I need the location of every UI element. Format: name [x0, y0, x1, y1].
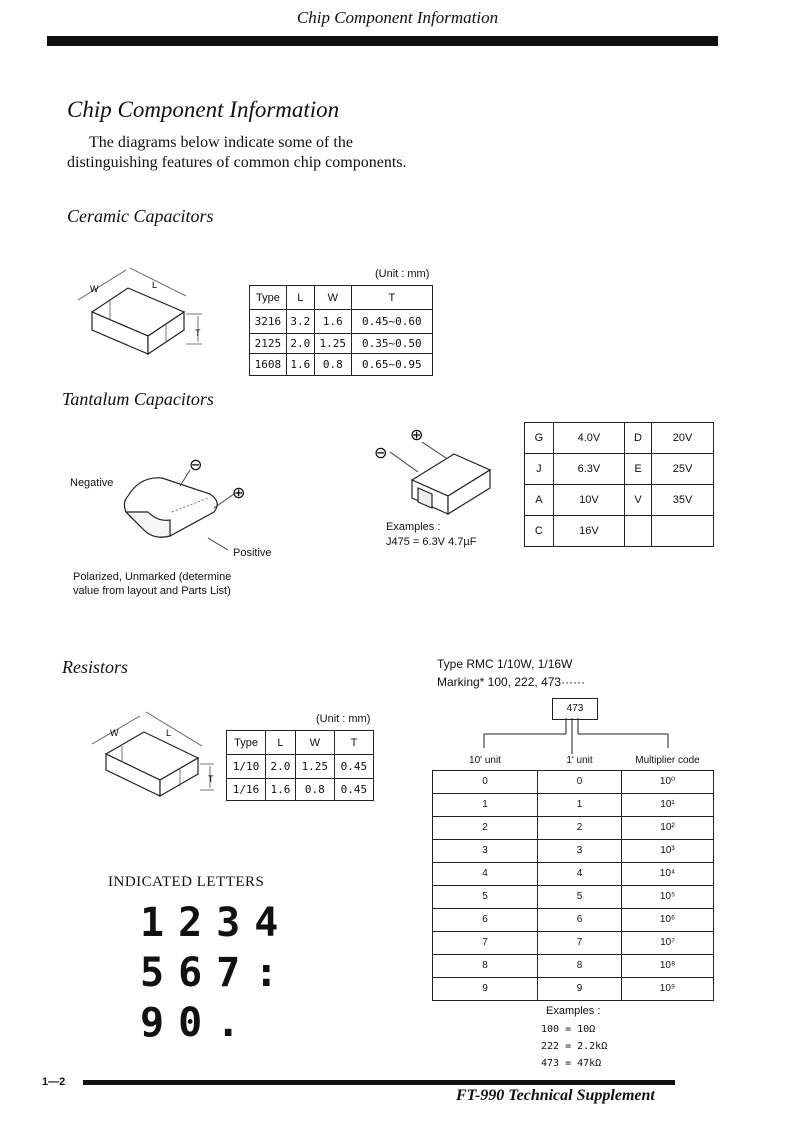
col-header: T [351, 286, 432, 310]
table-cell: 0.8 [295, 779, 334, 801]
resistor-chip-diagram [86, 708, 226, 804]
table-cell: V [625, 485, 652, 516]
table-cell: 7 [433, 931, 538, 954]
plus-symbol: ⊕ [410, 425, 424, 444]
table-cell: 10⁵ [622, 885, 714, 908]
tantalum-note: Polarized, Unmarked (determine value from layout and Parts List) [73, 571, 232, 597]
header-rule [47, 36, 718, 46]
table-cell: E [625, 454, 652, 485]
table-cell: 10² [622, 816, 714, 839]
resistor-code-table [432, 752, 714, 1001]
table-cell: 10⁴ [622, 862, 714, 885]
table-cell: 16V [553, 516, 624, 547]
table-cell: D [625, 423, 652, 454]
table-cell: 1.6 [286, 354, 314, 376]
dim-label-t: T [195, 328, 201, 338]
minus-symbol: ⊖ [189, 455, 203, 474]
tantalum-marked-diagram [370, 422, 500, 522]
table-cell: 0.45~0.60 [351, 310, 432, 334]
dim-label-t: T [208, 774, 214, 784]
page-number: 1—2 [42, 1076, 66, 1088]
table-cell: 8 [538, 954, 622, 977]
table-cell: 6.3V [553, 454, 624, 485]
table-cell: 4 [433, 862, 538, 885]
resistor-examples [541, 1021, 607, 1072]
table-cell: 4.0V [553, 423, 624, 454]
table-cell: C [525, 516, 554, 547]
table-cell: 0 [433, 770, 538, 793]
resistor-unit-note: (Unit : mm) [316, 713, 371, 725]
table-cell: 8 [433, 954, 538, 977]
footer-title: FT-990 Technical Supplement [456, 1087, 655, 1104]
negative-label: Negative [70, 477, 114, 489]
table-cell: 2.0 [266, 755, 296, 779]
table-cell: A [525, 485, 554, 516]
table-cell: 5 [433, 885, 538, 908]
resistors-heading: Resistors [62, 657, 129, 677]
table-cell: 1/10 [227, 755, 266, 779]
ceramic-unit-note: (Unit : mm) [375, 268, 430, 280]
tantalum-chip-diagram [110, 450, 270, 560]
table-cell: 0.65~0.95 [351, 354, 432, 376]
footer-rule [83, 1080, 675, 1085]
dim-label-w: W [110, 728, 119, 738]
minus-symbol: ⊖ [374, 443, 388, 462]
page-title: Chip Component Information [67, 97, 340, 122]
table-cell: 1.25 [295, 755, 334, 779]
table-cell: 2 [538, 816, 622, 839]
table-cell: 1.6 [266, 779, 296, 801]
table-cell: 10⁰ [622, 770, 714, 793]
ceramic-heading: Ceramic Capacitors [67, 206, 214, 226]
table-cell: 20V [651, 423, 713, 454]
table-cell: 35V [651, 485, 713, 516]
table-cell: 10⁸ [622, 954, 714, 977]
plus-symbol: ⊕ [232, 483, 246, 502]
marking-example-value: 473 [566, 703, 584, 714]
table-cell: 10¹ [622, 793, 714, 816]
example-line: 100 = 10Ω [541, 1024, 596, 1035]
ceramic-dimension-table [249, 285, 433, 376]
table-cell: 0.35~0.50 [351, 334, 432, 354]
indicated-letters-digits [140, 898, 292, 1048]
table-cell: 10³ [622, 839, 714, 862]
table-cell: 2 [433, 816, 538, 839]
col-header: 10' unit [469, 755, 501, 767]
table-cell: 1 [538, 793, 622, 816]
table-cell: 10V [553, 485, 624, 516]
table-cell: 2125 [250, 334, 287, 354]
table-cell: 5 [538, 885, 622, 908]
col-header: W [295, 731, 334, 755]
tantalum-heading: Tantalum Capacitors [62, 389, 214, 409]
table-cell: 1 [433, 793, 538, 816]
dim-label-l: L [166, 728, 172, 738]
table-cell: 10⁶ [622, 908, 714, 931]
table-cell: 1.6 [314, 310, 351, 334]
resistor-dimension-table [226, 730, 374, 801]
table-cell: 6 [433, 908, 538, 931]
table-cell: 6 [538, 908, 622, 931]
table-cell: 0.8 [314, 354, 351, 376]
col-header: Multiplier code [635, 755, 700, 767]
table-cell: 9 [433, 977, 538, 1000]
running-header-title: Chip Component Information [296, 8, 499, 27]
digit-row: 1234 [140, 900, 293, 946]
example-line: 473 = 47kΩ [541, 1058, 602, 1069]
indicated-letters-heading: INDICATED LETTERS [108, 874, 265, 890]
table-cell: 0.45 [334, 755, 373, 779]
table-cell: 7 [538, 931, 622, 954]
table-cell: 1/16 [227, 779, 266, 801]
table-cell: 0.45 [334, 779, 373, 801]
digit-row: 567: [140, 950, 293, 996]
table-cell: 3 [433, 839, 538, 862]
table-cell: 10⁹ [622, 977, 714, 1000]
col-header: L [266, 731, 296, 755]
table-cell: 1608 [250, 354, 287, 376]
col-header: Type [250, 286, 287, 310]
digit-row: 90. [140, 1000, 255, 1046]
table-cell [651, 516, 713, 547]
table-cell: 1.25 [314, 334, 351, 354]
dim-label-w: W [90, 284, 99, 294]
positive-label: Positive [233, 547, 272, 559]
table-cell: J [525, 454, 554, 485]
col-header: 1' unit [566, 755, 593, 767]
col-header: Type [227, 731, 266, 755]
table-cell: 25V [651, 454, 713, 485]
col-header: W [314, 286, 351, 310]
marking-example-box [552, 698, 598, 720]
table-cell: G [525, 423, 554, 454]
table-cell [625, 516, 652, 547]
table-cell: 3 [538, 839, 622, 862]
table-cell: 2.0 [286, 334, 314, 354]
table-cell: 3216 [250, 310, 287, 334]
table-cell: 4 [538, 862, 622, 885]
intro-paragraph: The diagrams below indicate some of the distinguishing features of common chip components. [67, 134, 407, 171]
tantalum-examples-label: Examples : [386, 521, 441, 533]
table-cell: 9 [538, 977, 622, 1000]
col-header: T [334, 731, 373, 755]
col-header: L [286, 286, 314, 310]
resistor-marking-line: Marking* 100, 222, 473······ [437, 675, 586, 689]
table-cell: 3.2 [286, 310, 314, 334]
table-cell: 0 [538, 770, 622, 793]
tantalum-example: J475 = 6.3V 4.7µF [386, 536, 477, 548]
dim-label-l: L [152, 280, 158, 290]
voltage-code-table [524, 422, 714, 547]
example-line: 222 = 2.2kΩ [541, 1041, 608, 1052]
resistor-type-line: Type RMC 1/10W, 1/16W [437, 657, 573, 671]
table-cell: 10⁷ [622, 931, 714, 954]
resistor-examples-label: Examples : [546, 1005, 601, 1017]
ceramic-chip-diagram [68, 262, 218, 362]
